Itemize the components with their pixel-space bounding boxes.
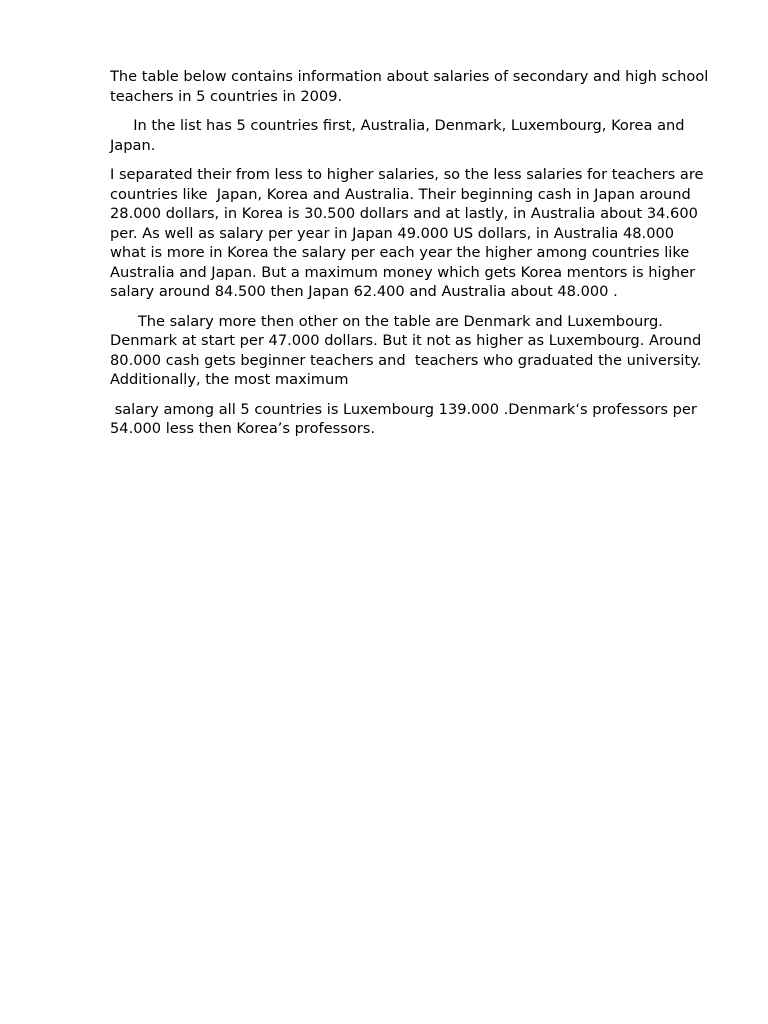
paragraph-country-list: In the list has 5 countries first, Australia, Denmark, Luxembourg, Korea and Japan. [110, 117, 690, 154]
paragraph-maximum-salary: salary among all 5 countries is Luxembourg 139.000 .Denmark‘s professors per 54.000 less then Korea’s professors. [110, 400, 702, 437]
document-body [110, 67, 712, 449]
paragraph-lower-salaries: I separated their from less to higher salaries, so the less salaries for teachers are countries like Japan, Korea and Australia. Their beginning cash in Japan around 28.000 dollars, in Korea is 30.500 dollars and at lastly, in Australia about 34.600 per. As well as salary per year in Japan 49.000 US dollars, in Australia 48.000 what is more in Korea the salary per each year the higher among countries like Australia and Japan. But a maximum money which gets Korea mentors is higher salary around 84.500 then Japan 62.400 and Australia about 48.000 . [110, 166, 709, 300]
paragraph-intro: The table below contains information about salaries of secondary and high school teachers in 5 countries in 2009. [110, 68, 713, 105]
paragraph-higher-salaries: The salary more then other on the table are Denmark and Luxembourg. Denmark at start per 47.000 dollars. But it not as higher as Luxembourg. Around 80.000 cash gets beginner teachers and teachers who graduated the university. Additionally, the most maximum [110, 312, 707, 388]
